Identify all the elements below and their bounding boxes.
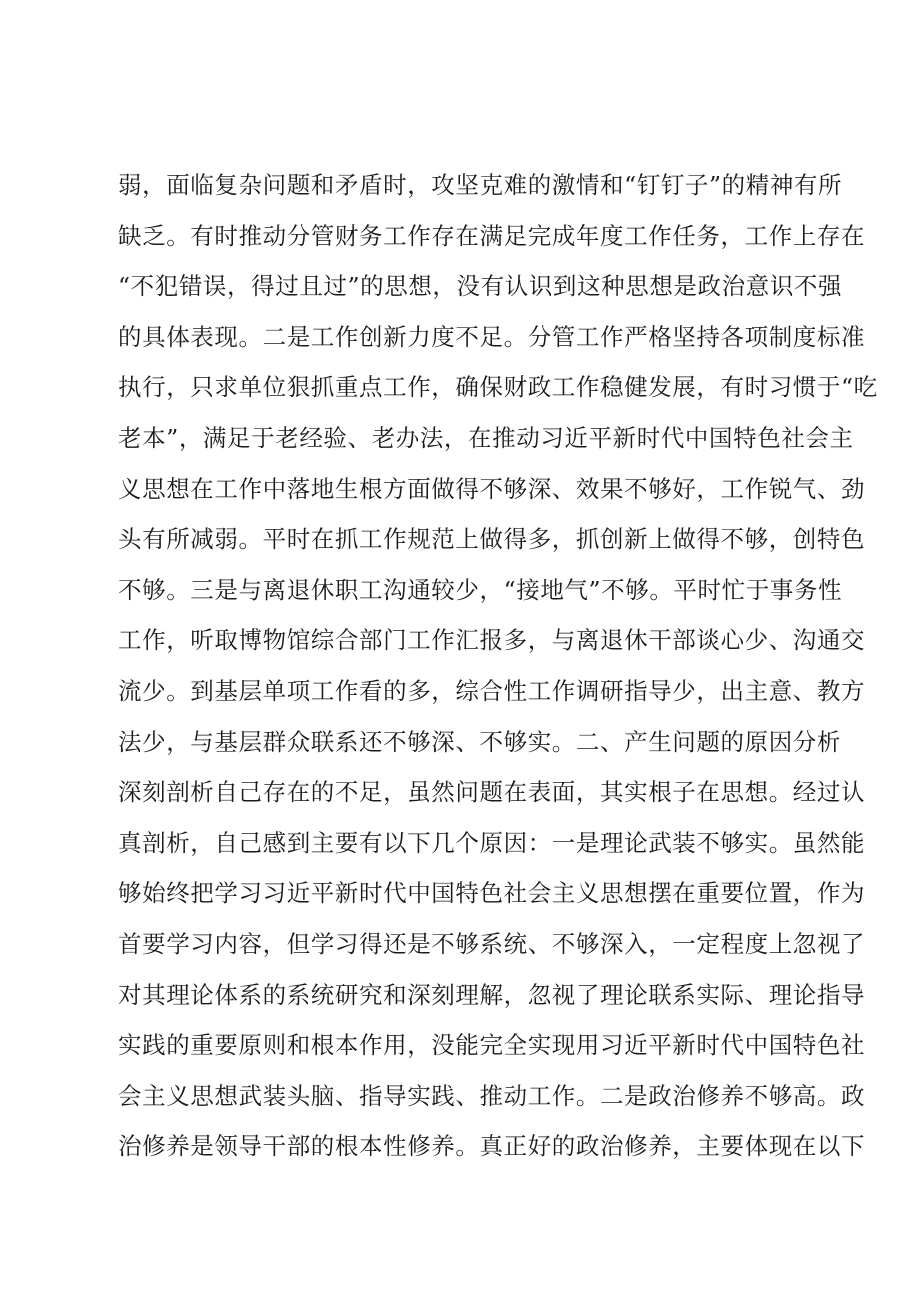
text-line: 法少，与基层群众联系还不够深、不够实。二、产生问题的原因分析 bbox=[118, 727, 841, 756]
text-line: 深刻剖析自己存在的不足，虽然问题在表面，其实根子在思想。经过认 bbox=[118, 778, 866, 807]
text-line: 够始终把学习习近平新时代中国特色社会主义思想摆在重要位置，作为 bbox=[118, 879, 866, 908]
text-line: 会主义思想武装头脑、指导实践、推动工作。二是政治修养不够高。政 bbox=[118, 1081, 866, 1110]
text-line: 首要学习内容，但学习得还是不够系统、不够深入，一定程度上忽视了 bbox=[118, 929, 866, 958]
text-line: 真剖析，自己感到主要有以下几个原因：一是理论武装不够实。虽然能 bbox=[118, 828, 866, 857]
text-line: 头有所减弱。平时在抓工作规范上做得多，抓创新上做得不够，创特色 bbox=[118, 525, 866, 554]
text-line: 流少。到基层单项工作看的多，综合性工作调研指导少，出主意、教方 bbox=[118, 676, 866, 705]
body-text bbox=[118, 160, 878, 1172]
text-line: “不犯错误，得过且过”的思想，没有认识到这种思想是政治意识不强 bbox=[118, 272, 843, 301]
text-line: 老本”，满足于老经验、老办法，在推动习近平新时代中国特色社会主 bbox=[118, 423, 854, 452]
text-line: 弱，面临复杂问题和矛盾时，攻坚克难的激情和“钉钉子”的精神有所 bbox=[118, 171, 843, 199]
text-line: 治修养是领导干部的根本性修养。真正好的政治修养，主要体现在以下 bbox=[118, 1132, 866, 1161]
text-line: 工作，听取博物馆综合部门工作汇报多，与离退休干部谈心少、沟通交 bbox=[118, 626, 866, 655]
text-line: 不够。三是与离退休职工沟通较少，“接地气”不够。平时忙于事务性 bbox=[118, 575, 843, 604]
text-line: 缺乏。有时推动分管财务工作存在满足完成年度工作任务，工作上存在 bbox=[118, 221, 866, 250]
text-line: 义思想在工作中落地生根方面做得不够深、效果不够好，工作锐气、劲 bbox=[118, 474, 866, 503]
text-line: 执行，只求单位狠抓重点工作，确保财政工作稳健发展，有时习惯于“吃 bbox=[118, 373, 878, 402]
text-line: 实践的重要原则和根本作用，没能完全实现用习近平新时代中国特色社 bbox=[118, 1031, 866, 1060]
text-line: 的具体表现。二是工作创新力度不足。分管工作严格坚持各项制度标准 bbox=[118, 322, 866, 351]
text-line: 对其理论体系的系统研究和深刻理解，忽视了理论联系实际、理论指导 bbox=[118, 980, 866, 1009]
